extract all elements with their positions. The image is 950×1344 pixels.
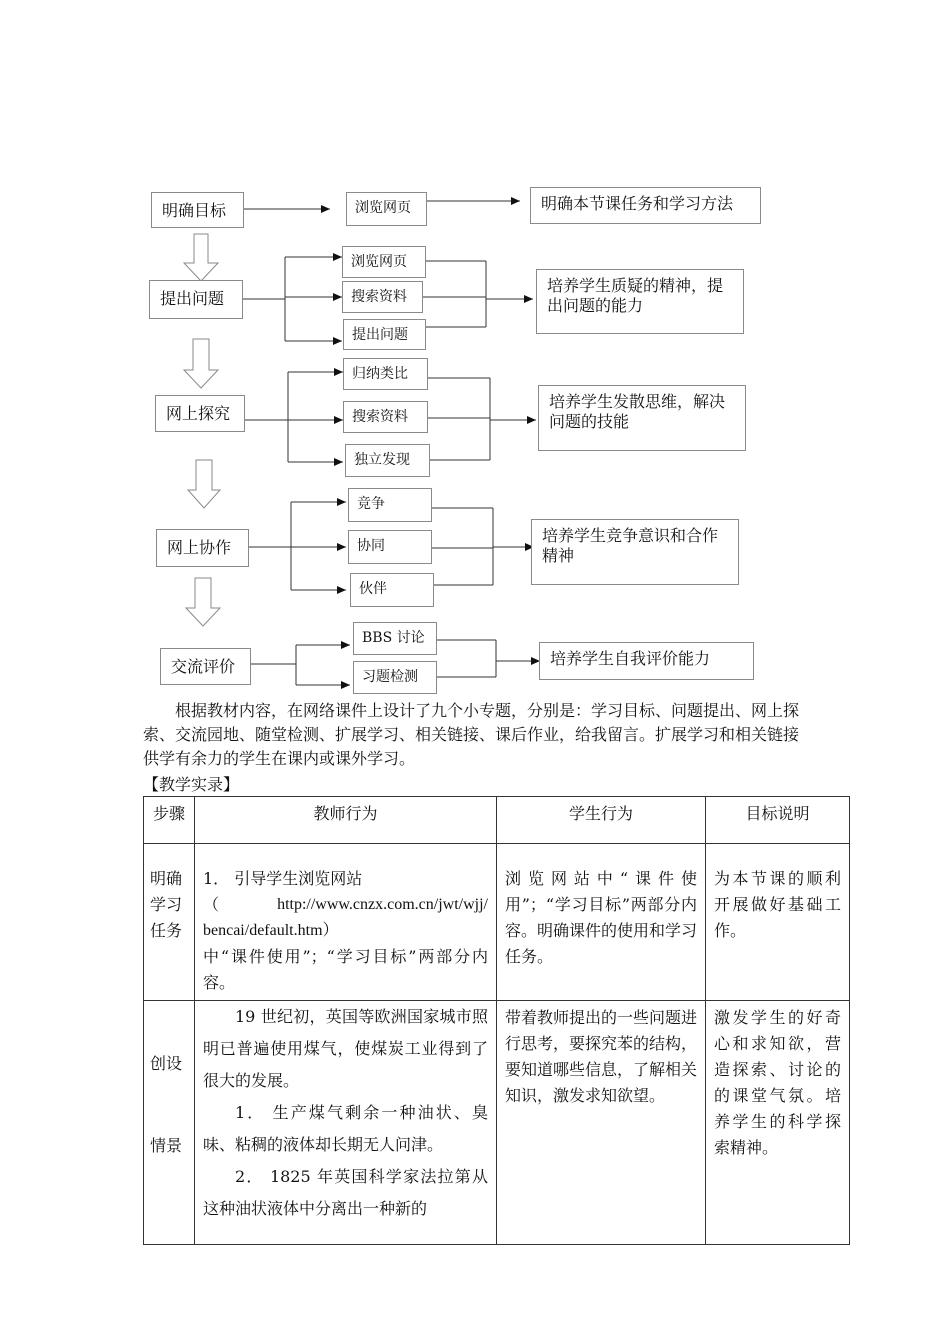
flow-step-clarify-goal: 明确目标	[151, 192, 244, 228]
row1-step: 明确学习任务	[144, 844, 195, 1001]
intro-paragraph	[143, 699, 813, 771]
flow-item-compete: 竞争	[348, 488, 432, 522]
row1-teacher-url[interactable]: http://www.cnzx.com.cn/jwt/wjj/	[277, 896, 488, 913]
flow-item-browse-web-2: 浏览网页	[342, 246, 426, 278]
flow-result-explore: 培养学生发散思维，解决问题的技能	[538, 385, 746, 451]
row1-teacher	[195, 844, 497, 1001]
row1-student: 浏览网站中“课件使用”；“学习目标”两部分内容。明确课件的使用和学习任务。	[497, 844, 706, 1001]
row1-teacher-paren: （	[203, 895, 220, 914]
row2-teacher	[195, 1001, 497, 1245]
table-row	[144, 844, 850, 1001]
down-arrow-icon	[186, 578, 220, 626]
table-row	[144, 1001, 850, 1245]
flow-item-cooperate: 协同	[348, 530, 432, 564]
flow-result-clarify: 明确本节课任务和学习方法	[530, 187, 761, 224]
row1-teacher-line3: 中“课件使用”；“学习目标”两部分内容。	[203, 947, 488, 992]
row1-teacher-line1: 1． 引导学生浏览网站	[203, 869, 363, 888]
flow-item-search-data-2: 搜索资料	[343, 401, 428, 433]
teaching-record-table	[143, 796, 850, 1245]
flow-item-partner: 伙伴	[350, 573, 434, 607]
flow-item-bbs: BBS 讨论	[353, 622, 437, 655]
down-arrow-icon	[184, 339, 218, 388]
row2-student: 带着教师提出的一些问题进行思考，要探究苯的结构，要知道哪些信息，了解相关知识，激发求知欲望。	[497, 1001, 706, 1245]
flow-item-induce: 归纳类比	[343, 358, 428, 390]
row2-goal: 激发学生的好奇心和求知欲，营造探索、讨论的的课堂气氛。培养学生的科学探索精神。	[706, 1001, 850, 1245]
row1-goal: 为本节课的顺利开展做好基础工作。	[706, 844, 850, 1001]
header-step: 步骤	[144, 797, 195, 844]
flow-step-online-coop: 网上协作	[156, 529, 249, 567]
flow-item-browse-web: 浏览网页	[346, 192, 427, 226]
row2-teacher-p2: 1． 生产煤气剩余一种油状、臭味、粘稠的液体却长期无人问津。	[203, 1103, 488, 1154]
intro-paragraph-text: 根据教材内容，在网络课件上设计了九个小专题，分别是：学习目标、问题提出、网上探索、交流园地、随堂检测、扩展学习、相关链接、课后作业，给我留言。扩展学习和相关链接供学有余力的学生在课内或课外学习。	[143, 701, 800, 768]
row2-step	[144, 1001, 195, 1245]
section-heading: 【教学实录】	[143, 775, 240, 794]
flow-item-discover: 独立发现	[345, 444, 430, 477]
header-teacher: 教师行为	[195, 797, 497, 844]
flow-result-coop: 培养学生竞争意识和合作精神	[531, 519, 739, 585]
row2-teacher-p3: 2． 1825 年英国科学家法拉第从这种油状液体中分离出一种新的	[203, 1167, 488, 1218]
flow-result-eval: 培养学生自我评价能力	[539, 642, 754, 680]
flow-item-search-data: 搜索资料	[342, 281, 423, 313]
down-arrow-icon	[188, 460, 220, 508]
row2-step-a: 创设	[150, 1054, 183, 1073]
row1-teacher-url-cont[interactable]: bencai/default.htm）	[203, 922, 339, 939]
flow-step-exchange-eval: 交流评价	[160, 648, 251, 685]
row1-teacher-url-line	[203, 892, 488, 918]
flow-step-raise-question: 提出问题	[149, 280, 243, 319]
header-student: 学生行为	[497, 797, 706, 844]
down-arrow-icon	[184, 234, 218, 281]
flow-item-raise-question: 提出问题	[343, 319, 426, 350]
flow-item-exercise: 习题检测	[353, 661, 437, 694]
flow-result-question: 培养学生质疑的精神，提出问题的能力	[536, 269, 744, 334]
row2-teacher-p1: 19 世纪初，英国等欧洲国家城市照明已普遍使用煤气，使煤炭工业得到了很大的发展。	[203, 1007, 488, 1090]
row2-step-b: 情景	[150, 1136, 183, 1155]
table-header-row	[144, 797, 850, 844]
header-goal: 目标说明	[706, 797, 850, 844]
flow-step-online-explore: 网上探究	[155, 395, 245, 432]
